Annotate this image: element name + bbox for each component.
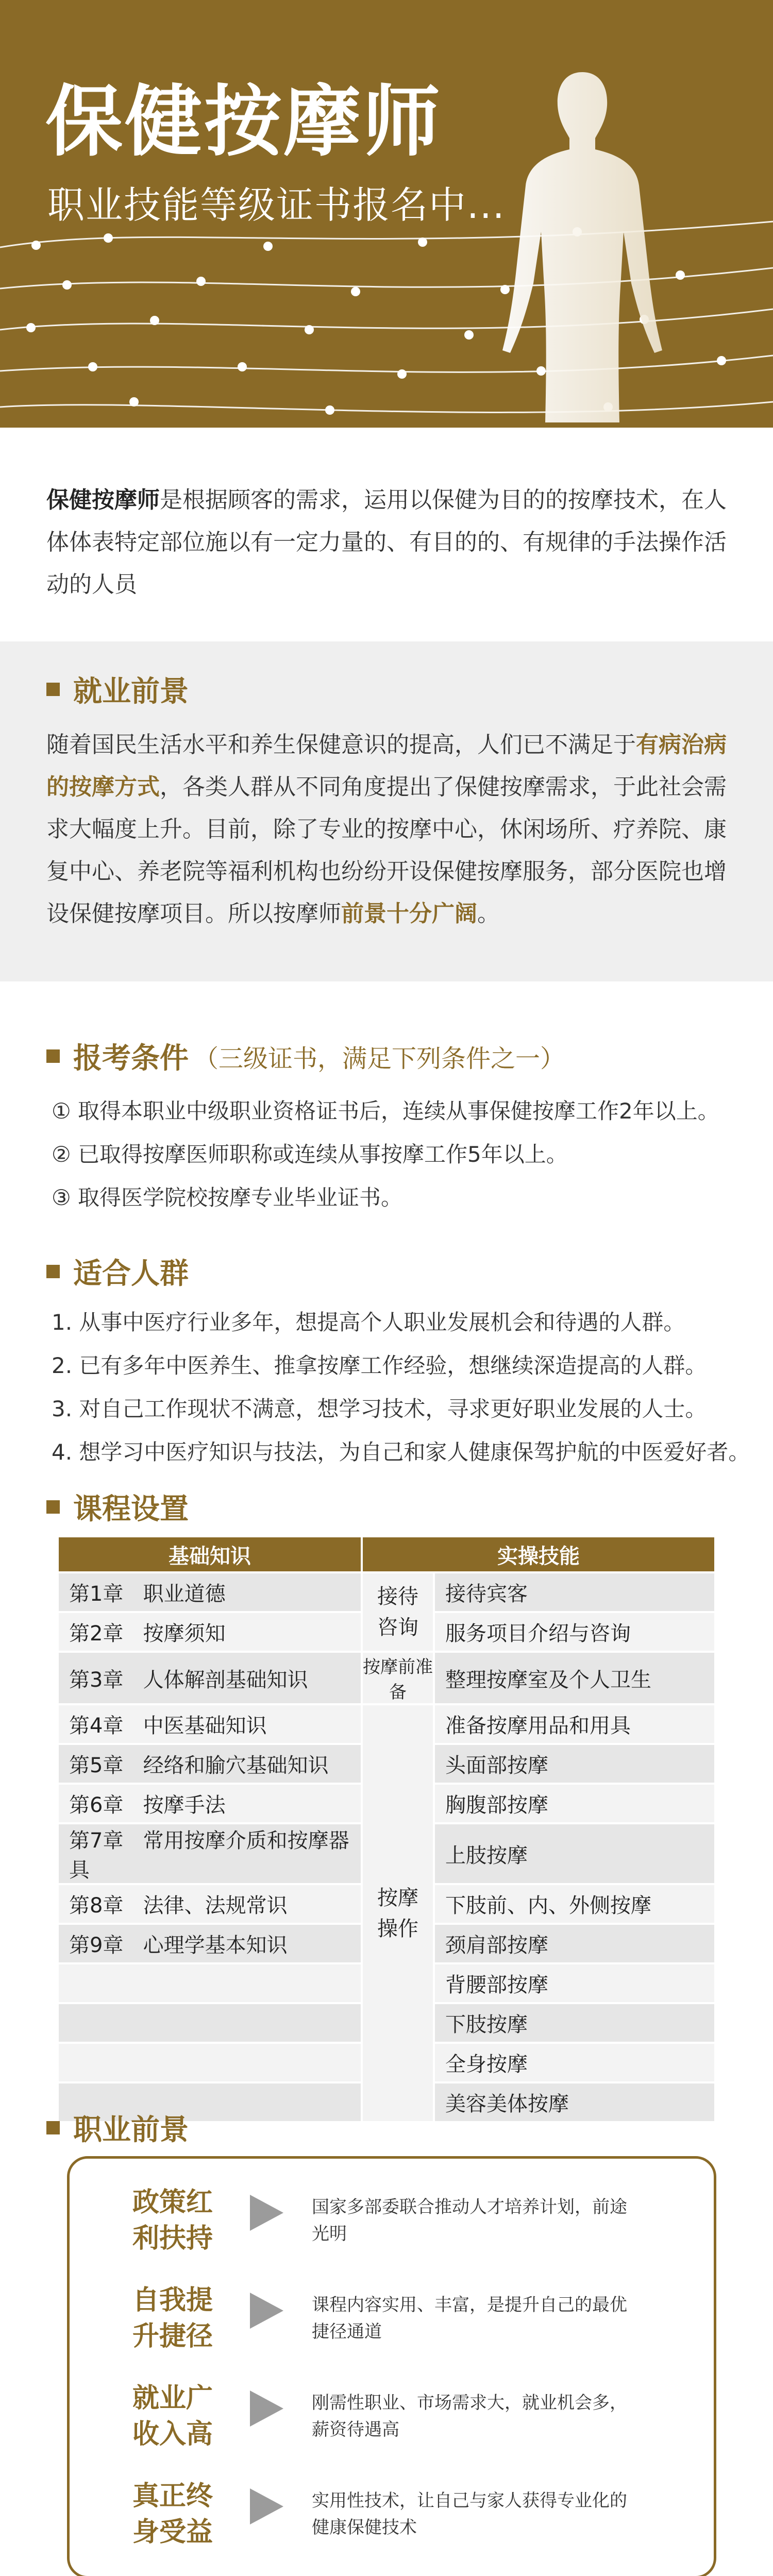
requirements-list <box>52 1090 752 1219</box>
skill-cell: 下肢按摩 <box>434 2003 715 2043</box>
list-item: ① 取得本职业中级职业资格证书后，连续从事保健按摩工作2年以上。 <box>52 1098 719 1124</box>
skill-cell: 上肢按摩 <box>434 1823 715 1884</box>
square-bullet-icon <box>46 1049 60 1063</box>
career-box <box>67 2156 716 2576</box>
group-reception: 接待咨询 <box>362 1572 434 1652</box>
course-heading: 课程设置 <box>46 1486 189 1528</box>
skill-cell: 美容美体按摩 <box>434 2082 715 2122</box>
square-bullet-icon <box>46 1500 60 1514</box>
page-title: 保健按摩师 <box>45 77 443 167</box>
chapter-cell: 第4章 中医基础知识 <box>58 1704 362 1744</box>
chapter-cell: 第7章 常用按摩介质和按摩器具 <box>58 1823 362 1884</box>
table-row <box>58 1704 715 1744</box>
square-bullet-icon <box>46 2121 60 2134</box>
chapter-cell: 第9章 心理学基本知识 <box>58 1924 362 1963</box>
skill-cell: 头面部按摩 <box>434 1744 715 1784</box>
table-row <box>58 1572 715 1612</box>
audience-list <box>52 1301 752 1474</box>
skill-cell: 全身按摩 <box>434 2043 715 2082</box>
table-row <box>58 1652 715 1704</box>
skill-cell: 下肢前、内、外侧按摩 <box>434 1884 715 1924</box>
skill-cell: 整理按摩室及个人卫生 <box>434 1652 715 1704</box>
requirements-heading: 报考条件 （三级证书，满足下列条件之一） <box>46 1036 565 1077</box>
skill-cell: 服务项目介绍与咨询 <box>434 1612 715 1652</box>
arrow-right-icon <box>245 2483 291 2530</box>
group-prep: 按摩前准备 <box>362 1652 434 1704</box>
skill-cell: 背腰部按摩 <box>434 1963 715 2003</box>
square-bullet-icon <box>46 1265 60 1278</box>
arrow-right-icon <box>245 2190 291 2236</box>
career-row <box>70 2174 714 2267</box>
audience-heading: 适合人群 <box>46 1251 189 1292</box>
career-key: 政策红利扶持 <box>132 2187 213 2254</box>
chapter-cell: 第5章 经络和腧穴基础知识 <box>58 1744 362 1784</box>
page-subtitle: 职业技能等级证书报名中... <box>47 183 506 227</box>
career-value: 课程内容实用、丰富，是提升自己的最优捷径通道 <box>312 2295 627 2342</box>
skill-cell: 颈肩部按摩 <box>434 1924 715 1963</box>
square-bullet-icon <box>46 683 60 696</box>
intro-paragraph <box>46 479 727 606</box>
skill-cell: 胸腹部按摩 <box>434 1784 715 1823</box>
col-basic-header: 基础知识 <box>58 1536 362 1572</box>
arrow-right-icon <box>245 2287 291 2334</box>
career-row <box>70 2272 714 2365</box>
empty-cell <box>58 2043 362 2082</box>
career-value: 国家多部委联合推动人才培养计划，前途光明 <box>312 2197 627 2244</box>
career-heading: 职业前景 <box>46 2107 189 2148</box>
list-item: ③ 取得医学院校按摩专业毕业证书。 <box>52 1185 403 1210</box>
header-banner <box>0 0 773 428</box>
career-key: 自我提升捷径 <box>132 2285 213 2352</box>
chapter-cell: 第3章 人体解剖基础知识 <box>58 1652 362 1704</box>
career-row <box>70 2468 714 2561</box>
col-skill-header: 实操技能 <box>362 1536 715 1572</box>
chapter-cell: 第2章 按摩须知 <box>58 1612 362 1652</box>
employment-paragraph: 随着国民生活水平和养生保健意识的提高，人们已不满足于有病治病的按摩方式，各类人群从不同角度提出了保健按摩需求，于此社会需求大幅度上升。目前，除了专业的按摩中心，休闲场所、疗养院、康复中心、养老院等福利机构也纷纷开设保健按摩服务，部分医院也增设保健按摩项目。所以按摩师前景十分广阔。 <box>46 732 727 927</box>
list-item: ② 已取得按摩医师职称或连续从事按摩工作5年以上。 <box>52 1142 568 1167</box>
human-figure-icon <box>484 62 680 422</box>
career-value: 实用性技术，让自己与家人获得专业化的健康保健技术 <box>312 2490 627 2538</box>
list-item: 1. 从事中医疗行业多年，想提高个人职业发展机会和待遇的人群。 <box>52 1310 685 1335</box>
career-value: 刚需性职业、市场需求大，就业机会多，薪资待遇高 <box>312 2393 627 2440</box>
list-item: 2. 已有多年中医养生、推拿按摩工作经验，想继续深造提高的人群。 <box>52 1353 707 1378</box>
skill-cell: 准备按摩用品和用具 <box>434 1704 715 1744</box>
career-row <box>70 2370 714 2463</box>
employment-heading: 就业前景 <box>46 669 189 710</box>
career-key: 就业广收入高 <box>132 2383 213 2450</box>
empty-cell <box>58 2003 362 2043</box>
list-item: 4. 想学习中医疗知识与技法，为自己和家人健康保驾护航的中医爱好者。 <box>52 1439 750 1465</box>
skill-cell: 接待宾客 <box>434 1572 715 1612</box>
chapter-cell: 第6章 按摩手法 <box>58 1784 362 1823</box>
arrow-right-icon <box>245 2385 291 2432</box>
course-table <box>57 1535 716 2123</box>
empty-cell <box>58 1963 362 2003</box>
intro-text: 是根据顾客的需求，运用以保健为目的的按摩技术，在人体体表特定部位施以有一定力量的、有目的的、有规律的手法操作活动的人员 <box>46 487 727 598</box>
chapter-cell: 第8章 法律、法规常识 <box>58 1884 362 1924</box>
chapter-cell: 第1章 职业道德 <box>58 1572 362 1612</box>
career-key: 真正终身受益 <box>132 2481 213 2548</box>
group-operation: 按摩操作 <box>362 1704 434 2122</box>
intro-term: 保健按摩师 <box>46 487 160 513</box>
table-header-row <box>58 1536 715 1572</box>
list-item: 3. 对自己工作现状不满意，想学习技术，寻求更好职业发展的人士。 <box>52 1396 707 1421</box>
